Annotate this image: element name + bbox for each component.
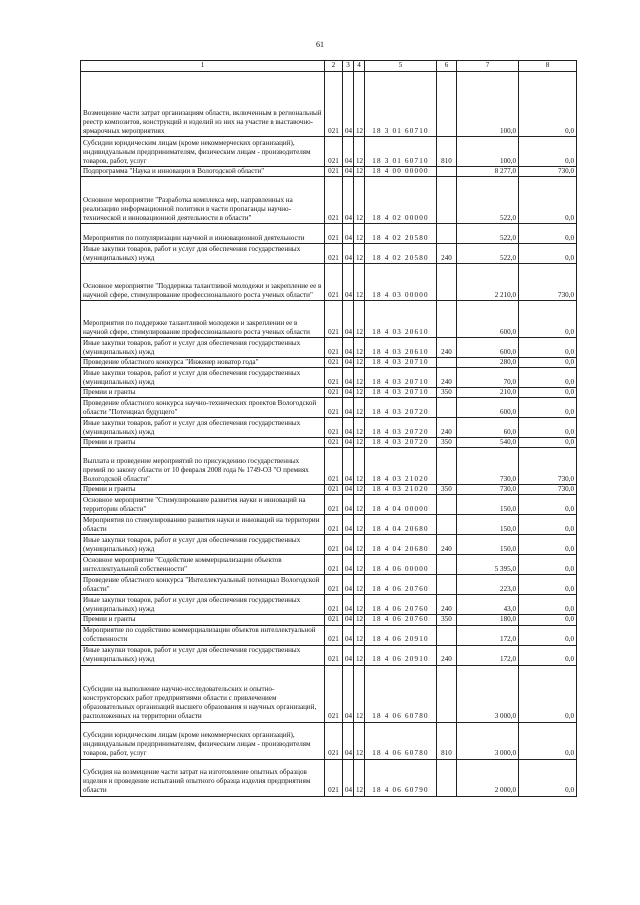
row-target-article: 18 4 04 20680 bbox=[365, 535, 437, 555]
row-subsection: 12 bbox=[354, 665, 365, 722]
row-section: 04 bbox=[343, 535, 354, 555]
row-amount-1: 2 210,0 bbox=[457, 264, 519, 301]
row-amount-1: 100,0 bbox=[457, 72, 519, 137]
row-amount-2: 0,0 bbox=[519, 72, 577, 137]
row-target-article: 18 4 06 20760 bbox=[365, 595, 437, 615]
row-target-article: 18 4 02 20580 bbox=[365, 244, 437, 264]
row-name: Мероприятия по поддержке талантливой молодежи и закреплении ее в научной сфере, стимулирование профессионального роста ученых области bbox=[81, 301, 325, 338]
table-row bbox=[81, 224, 577, 244]
row-admin-code: 021 bbox=[325, 368, 343, 388]
row-expense-type bbox=[437, 224, 457, 244]
row-target-article: 18 4 03 20610 bbox=[365, 301, 437, 338]
row-section: 04 bbox=[343, 515, 354, 535]
row-expense-type: 240 bbox=[437, 535, 457, 555]
row-amount-1: 280,0 bbox=[457, 358, 519, 368]
row-section: 04 bbox=[343, 244, 354, 264]
row-amount-1: 43,0 bbox=[457, 595, 519, 615]
row-amount-2: 0,0 bbox=[519, 398, 577, 418]
row-name: Субсидии на выполнение научно-исследовательских и опытно-конструкторских работ предприятиями области с привлечением образовательных организаций высшего образования и научных организаций, расположенных на территории области bbox=[81, 665, 325, 722]
row-subsection: 12 bbox=[354, 485, 365, 495]
row-section: 04 bbox=[343, 625, 354, 645]
row-subsection: 12 bbox=[354, 358, 365, 368]
row-admin-code: 021 bbox=[325, 398, 343, 418]
row-admin-code: 021 bbox=[325, 759, 343, 796]
row-target-article: 18 4 03 20710 bbox=[365, 358, 437, 368]
row-section: 04 bbox=[343, 495, 354, 515]
row-admin-code: 021 bbox=[325, 177, 343, 224]
row-subsection: 12 bbox=[354, 398, 365, 418]
row-target-article: 18 4 06 20910 bbox=[365, 645, 437, 665]
row-amount-1: 2 000,0 bbox=[457, 759, 519, 796]
row-admin-code: 021 bbox=[325, 645, 343, 665]
row-amount-2: 0,0 bbox=[519, 615, 577, 625]
row-target-article: 18 4 03 21020 bbox=[365, 485, 437, 495]
row-name: Мероприятия по стимулированию развития науки и инноваций на территории области bbox=[81, 515, 325, 535]
row-subsection: 12 bbox=[354, 722, 365, 759]
row-amount-2: 0,0 bbox=[519, 625, 577, 645]
row-subsection: 12 bbox=[354, 595, 365, 615]
row-admin-code: 021 bbox=[325, 665, 343, 722]
row-section: 04 bbox=[343, 301, 354, 338]
row-admin-code: 021 bbox=[325, 358, 343, 368]
row-subsection: 12 bbox=[354, 438, 365, 448]
row-amount-2: 730,0 bbox=[519, 448, 577, 485]
row-amount-2: 0,0 bbox=[519, 224, 577, 244]
table-row bbox=[81, 264, 577, 301]
row-admin-code: 021 bbox=[325, 555, 343, 575]
row-target-article: 18 4 03 21020 bbox=[365, 448, 437, 485]
row-target-article: 18 4 03 20610 bbox=[365, 338, 437, 358]
row-amount-1: 210,0 bbox=[457, 388, 519, 398]
row-section: 04 bbox=[343, 595, 354, 615]
row-name: Проведение областного конкурса "Инженер новатор года" bbox=[81, 358, 325, 368]
row-amount-1: 5 395,0 bbox=[457, 555, 519, 575]
row-name: Премии и гранты bbox=[81, 388, 325, 398]
table-row bbox=[81, 448, 577, 485]
row-target-article: 18 4 06 00000 bbox=[365, 555, 437, 575]
row-amount-2: 0,0 bbox=[519, 388, 577, 398]
row-amount-1: 3 000,0 bbox=[457, 665, 519, 722]
row-amount-2: 0,0 bbox=[519, 759, 577, 796]
row-amount-1: 522,0 bbox=[457, 224, 519, 244]
row-section: 04 bbox=[343, 398, 354, 418]
row-target-article: 18 4 00 00000 bbox=[365, 167, 437, 177]
row-admin-code: 021 bbox=[325, 264, 343, 301]
row-target-article: 18 4 03 20720 bbox=[365, 438, 437, 448]
row-name: Иные закупки товаров, работ и услуг для обеспечения государственных (муниципальных) нужд bbox=[81, 244, 325, 264]
row-subsection: 12 bbox=[354, 418, 365, 438]
row-admin-code: 021 bbox=[325, 535, 343, 555]
row-admin-code: 021 bbox=[325, 338, 343, 358]
table-row bbox=[81, 398, 577, 418]
row-expense-type bbox=[437, 177, 457, 224]
table-row bbox=[81, 72, 577, 137]
table-row bbox=[81, 485, 577, 495]
row-name: Иные закупки товаров, работ и услуг для обеспечения государственных (муниципальных) нужд bbox=[81, 338, 325, 358]
row-subsection: 12 bbox=[354, 244, 365, 264]
table-row bbox=[81, 167, 577, 177]
row-target-article: 18 4 06 60780 bbox=[365, 665, 437, 722]
row-amount-2: 0,0 bbox=[519, 595, 577, 615]
row-amount-2: 0,0 bbox=[519, 535, 577, 555]
row-amount-1: 60,0 bbox=[457, 418, 519, 438]
row-amount-2: 0,0 bbox=[519, 301, 577, 338]
column-header: 3 bbox=[343, 61, 354, 72]
table-row bbox=[81, 615, 577, 625]
row-expense-type bbox=[437, 665, 457, 722]
row-name: Основное мероприятие "Поддержка талантливой молодежи и закрепление ее в научной сфере, стимулирование профессионального роста ученых области" bbox=[81, 264, 325, 301]
row-amount-1: 522,0 bbox=[457, 244, 519, 264]
row-section: 04 bbox=[343, 448, 354, 485]
row-expense-type bbox=[437, 575, 457, 595]
row-admin-code: 021 bbox=[325, 575, 343, 595]
row-section: 04 bbox=[343, 418, 354, 438]
row-amount-1: 150,0 bbox=[457, 515, 519, 535]
row-subsection: 12 bbox=[354, 448, 365, 485]
row-name: Основное мероприятие "Стимулирование развития науки и инноваций на территории области" bbox=[81, 495, 325, 515]
page-number: 61 bbox=[316, 40, 324, 49]
row-admin-code: 021 bbox=[325, 495, 343, 515]
row-admin-code: 021 bbox=[325, 485, 343, 495]
column-header: 1 bbox=[81, 61, 325, 72]
row-amount-2: 0,0 bbox=[519, 438, 577, 448]
row-expense-type: 240 bbox=[437, 338, 457, 358]
row-section: 04 bbox=[343, 368, 354, 388]
row-amount-1: 100,0 bbox=[457, 137, 519, 167]
row-admin-code: 021 bbox=[325, 167, 343, 177]
row-target-article: 18 3 01 60710 bbox=[365, 137, 437, 167]
row-name: Иные закупки товаров, работ и услуг для обеспечения государственных (муниципальных) нужд bbox=[81, 595, 325, 615]
row-target-article: 18 4 03 20720 bbox=[365, 418, 437, 438]
row-target-article: 18 4 03 20720 bbox=[365, 398, 437, 418]
row-section: 04 bbox=[343, 665, 354, 722]
row-name: Основное мероприятие "Разработка комплекса мер, направленных на реализацию информационной политики в части пропаганды научно-технической и инновационной деятельности в области" bbox=[81, 177, 325, 224]
row-amount-2: 0,0 bbox=[519, 244, 577, 264]
row-admin-code: 021 bbox=[325, 438, 343, 448]
row-amount-2: 0,0 bbox=[519, 555, 577, 575]
table-row bbox=[81, 555, 577, 575]
row-subsection: 12 bbox=[354, 615, 365, 625]
row-name: Иные закупки товаров, работ и услуг для обеспечения государственных (муниципальных) нужд bbox=[81, 535, 325, 555]
row-expense-type bbox=[437, 72, 457, 137]
row-amount-2: 730,0 bbox=[519, 167, 577, 177]
row-name: Премии и гранты bbox=[81, 615, 325, 625]
row-admin-code: 021 bbox=[325, 72, 343, 137]
row-subsection: 12 bbox=[354, 575, 365, 595]
row-expense-type bbox=[437, 625, 457, 645]
table-row bbox=[81, 418, 577, 438]
row-subsection: 12 bbox=[354, 495, 365, 515]
row-section: 04 bbox=[343, 615, 354, 625]
row-admin-code: 021 bbox=[325, 722, 343, 759]
row-subsection: 12 bbox=[354, 515, 365, 535]
column-header: 7 bbox=[457, 61, 519, 72]
row-target-article: 18 4 06 20910 bbox=[365, 625, 437, 645]
row-name: Премии и гранты bbox=[81, 485, 325, 495]
row-admin-code: 021 bbox=[325, 625, 343, 645]
table-row bbox=[81, 244, 577, 264]
row-expense-type bbox=[437, 358, 457, 368]
table-row bbox=[81, 388, 577, 398]
row-subsection: 12 bbox=[354, 535, 365, 555]
column-header: 2 bbox=[325, 61, 343, 72]
row-expense-type bbox=[437, 495, 457, 515]
row-amount-1: 730,0 bbox=[457, 485, 519, 495]
row-amount-1: 540,0 bbox=[457, 438, 519, 448]
row-amount-2: 0,0 bbox=[519, 495, 577, 515]
row-subsection: 12 bbox=[354, 645, 365, 665]
row-section: 04 bbox=[343, 72, 354, 137]
row-admin-code: 021 bbox=[325, 301, 343, 338]
row-target-article: 18 4 03 20710 bbox=[365, 388, 437, 398]
row-section: 04 bbox=[343, 264, 354, 301]
row-section: 04 bbox=[343, 177, 354, 224]
row-expense-type: 240 bbox=[437, 595, 457, 615]
row-subsection: 12 bbox=[354, 759, 365, 796]
row-name: Иные закупки товаров, работ и услуг для обеспечения государственных (муниципальных) нужд bbox=[81, 368, 325, 388]
row-section: 04 bbox=[343, 645, 354, 665]
row-section: 04 bbox=[343, 388, 354, 398]
row-expense-type: 810 bbox=[437, 722, 457, 759]
row-amount-1: 730,0 bbox=[457, 448, 519, 485]
row-section: 04 bbox=[343, 555, 354, 575]
table-row bbox=[81, 438, 577, 448]
row-admin-code: 021 bbox=[325, 615, 343, 625]
table-row bbox=[81, 535, 577, 555]
row-subsection: 12 bbox=[354, 555, 365, 575]
row-subsection: 12 bbox=[354, 177, 365, 224]
row-amount-1: 600,0 bbox=[457, 398, 519, 418]
row-target-article: 18 4 06 60780 bbox=[365, 722, 437, 759]
row-name: Проведение областного конкурса "Интеллектуальный потенциал Вологодской области" bbox=[81, 575, 325, 595]
row-amount-2: 0,0 bbox=[519, 645, 577, 665]
row-amount-2: 730,0 bbox=[519, 485, 577, 495]
row-target-article: 18 3 01 60710 bbox=[365, 72, 437, 137]
row-name: Мероприятия по популяризации научной и инновационной деятельности bbox=[81, 224, 325, 244]
row-expense-type: 350 bbox=[437, 388, 457, 398]
row-admin-code: 021 bbox=[325, 448, 343, 485]
row-expense-type bbox=[437, 264, 457, 301]
row-expense-type: 240 bbox=[437, 244, 457, 264]
row-amount-1: 8 277,0 bbox=[457, 167, 519, 177]
row-section: 04 bbox=[343, 485, 354, 495]
row-amount-2: 0,0 bbox=[519, 338, 577, 358]
row-amount-2: 0,0 bbox=[519, 137, 577, 167]
table-row bbox=[81, 625, 577, 645]
row-admin-code: 021 bbox=[325, 244, 343, 264]
row-amount-1: 522,0 bbox=[457, 177, 519, 224]
row-name: Иные закупки товаров, работ и услуг для обеспечения государственных (муниципальных) нужд bbox=[81, 645, 325, 665]
row-expense-type: 350 bbox=[437, 615, 457, 625]
row-expense-type bbox=[437, 301, 457, 338]
row-section: 04 bbox=[343, 167, 354, 177]
budget-table bbox=[80, 60, 577, 797]
table-row bbox=[81, 595, 577, 615]
row-amount-1: 600,0 bbox=[457, 338, 519, 358]
row-admin-code: 021 bbox=[325, 595, 343, 615]
row-admin-code: 021 bbox=[325, 137, 343, 167]
row-name: Субсидии юридическим лицам (кроме некоммерческих организаций), индивидуальным предпринимателям, физическим лицам - производителям товаров, работ, услуг bbox=[81, 722, 325, 759]
row-amount-2: 0,0 bbox=[519, 368, 577, 388]
row-name: Иные закупки товаров, работ и услуг для обеспечения государственных (муниципальных) нужд bbox=[81, 418, 325, 438]
table-row bbox=[81, 665, 577, 722]
row-subsection: 12 bbox=[354, 224, 365, 244]
row-subsection: 12 bbox=[354, 368, 365, 388]
row-name: Возмещение части затрат организациям области, включенным в региональный реестр композитов, конструкций и изделий из них на участие в выставочно-ярмарочных мероприятиях bbox=[81, 72, 325, 137]
row-expense-type bbox=[437, 448, 457, 485]
row-admin-code: 021 bbox=[325, 224, 343, 244]
row-name: Подпрограмма "Наука и инновации в Вологодской области" bbox=[81, 167, 325, 177]
table-row bbox=[81, 515, 577, 535]
row-name: Выплата и проведение мероприятий по присуждению государственных премий по закону области от 10 февраля 2008 года № 1749-ОЗ "О премиях Вологодской области" bbox=[81, 448, 325, 485]
column-header: 4 bbox=[354, 61, 365, 72]
row-amount-2: 730,0 bbox=[519, 264, 577, 301]
table-row bbox=[81, 338, 577, 358]
row-amount-2: 0,0 bbox=[519, 358, 577, 368]
row-name: Проведение областного конкурса научно-технических проектов Вологодской области "Потенциал будущего" bbox=[81, 398, 325, 418]
row-expense-type bbox=[437, 398, 457, 418]
row-subsection: 12 bbox=[354, 264, 365, 301]
row-subsection: 12 bbox=[354, 338, 365, 358]
row-admin-code: 021 bbox=[325, 388, 343, 398]
row-subsection: 12 bbox=[354, 72, 365, 137]
row-expense-type bbox=[437, 759, 457, 796]
row-amount-1: 3 000,0 bbox=[457, 722, 519, 759]
row-amount-1: 150,0 bbox=[457, 535, 519, 555]
table-row bbox=[81, 645, 577, 665]
row-amount-2: 0,0 bbox=[519, 665, 577, 722]
row-target-article: 18 4 03 20710 bbox=[365, 368, 437, 388]
row-amount-1: 180,0 bbox=[457, 615, 519, 625]
row-subsection: 12 bbox=[354, 625, 365, 645]
row-expense-type: 240 bbox=[437, 418, 457, 438]
table-row bbox=[81, 759, 577, 796]
row-target-article: 18 4 06 20760 bbox=[365, 615, 437, 625]
row-amount-1: 600,0 bbox=[457, 301, 519, 338]
row-section: 04 bbox=[343, 722, 354, 759]
column-header: 6 bbox=[437, 61, 457, 72]
column-header: 5 bbox=[365, 61, 437, 72]
row-target-article: 18 4 04 20680 bbox=[365, 515, 437, 535]
row-target-article: 18 4 02 20580 bbox=[365, 224, 437, 244]
row-amount-2: 0,0 bbox=[519, 418, 577, 438]
row-name: Субсидии юридическим лицам (кроме некоммерческих организаций), индивидуальным предпринимателям, физическим лицам - производителям товаров, работ, услуг bbox=[81, 137, 325, 167]
row-expense-type bbox=[437, 167, 457, 177]
row-section: 04 bbox=[343, 224, 354, 244]
table-header-row bbox=[81, 61, 577, 72]
row-section: 04 bbox=[343, 338, 354, 358]
table-row bbox=[81, 575, 577, 595]
row-expense-type: 350 bbox=[437, 438, 457, 448]
row-admin-code: 021 bbox=[325, 515, 343, 535]
row-expense-type: 350 bbox=[437, 485, 457, 495]
row-target-article: 18 4 06 20760 bbox=[365, 575, 437, 595]
row-subsection: 12 bbox=[354, 301, 365, 338]
row-section: 04 bbox=[343, 759, 354, 796]
row-section: 04 bbox=[343, 358, 354, 368]
row-target-article: 18 4 02 00000 bbox=[365, 177, 437, 224]
table-row bbox=[81, 301, 577, 338]
table-row bbox=[81, 495, 577, 515]
table-row bbox=[81, 137, 577, 167]
row-section: 04 bbox=[343, 137, 354, 167]
row-section: 04 bbox=[343, 438, 354, 448]
row-expense-type: 240 bbox=[437, 645, 457, 665]
row-amount-2: 0,0 bbox=[519, 177, 577, 224]
row-expense-type: 240 bbox=[437, 368, 457, 388]
row-amount-1: 223,0 bbox=[457, 575, 519, 595]
row-amount-2: 0,0 bbox=[519, 722, 577, 759]
row-expense-type bbox=[437, 515, 457, 535]
row-name: Субсидия на возмещение части затрат на изготовление опытных образцов изделия и проведение испытаний опытного образца изделия предприятиям области bbox=[81, 759, 325, 796]
table-row bbox=[81, 722, 577, 759]
row-name: Основное мероприятие "Содействие коммерциализации объектов интеллектуальной собственности" bbox=[81, 555, 325, 575]
table-row bbox=[81, 358, 577, 368]
row-subsection: 12 bbox=[354, 388, 365, 398]
row-target-article: 18 4 06 60790 bbox=[365, 759, 437, 796]
row-section: 04 bbox=[343, 575, 354, 595]
table-row bbox=[81, 177, 577, 224]
row-target-article: 18 4 03 00000 bbox=[365, 264, 437, 301]
row-expense-type bbox=[437, 555, 457, 575]
row-subsection: 12 bbox=[354, 167, 365, 177]
row-amount-2: 0,0 bbox=[519, 575, 577, 595]
row-amount-1: 150,0 bbox=[457, 495, 519, 515]
row-name: Мероприятие по содействию коммерциализации объектов интеллектуальной собственности bbox=[81, 625, 325, 645]
row-amount-1: 70,0 bbox=[457, 368, 519, 388]
column-header: 8 bbox=[519, 61, 577, 72]
row-target-article: 18 4 04 00000 bbox=[365, 495, 437, 515]
row-admin-code: 021 bbox=[325, 418, 343, 438]
row-subsection: 12 bbox=[354, 137, 365, 167]
row-amount-1: 172,0 bbox=[457, 625, 519, 645]
row-amount-1: 172,0 bbox=[457, 645, 519, 665]
row-name: Премии и гранты bbox=[81, 438, 325, 448]
row-amount-2: 0,0 bbox=[519, 515, 577, 535]
row-expense-type: 810 bbox=[437, 137, 457, 167]
table-row bbox=[81, 368, 577, 388]
